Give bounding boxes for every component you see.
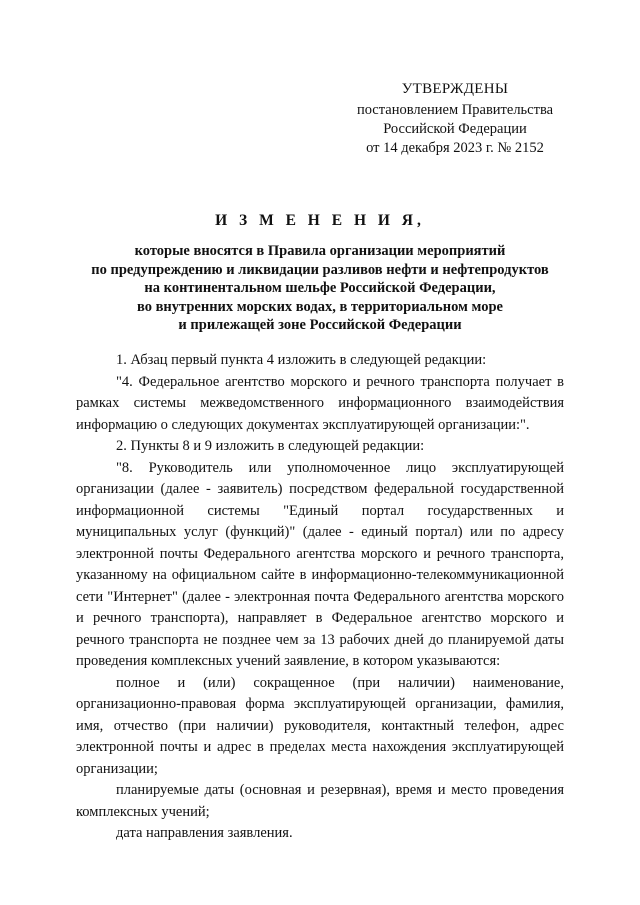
document-body bbox=[76, 350, 564, 845]
paragraph-3: 2. Пункты 8 и 9 изложить в следующей редакции: bbox=[116, 438, 425, 454]
approval-stamp bbox=[345, 80, 565, 158]
approval-title: УТВЕРЖДЕНЫ bbox=[401, 81, 509, 97]
approval-line-3: от 14 декабря 2023 г. № 2152 bbox=[366, 140, 544, 156]
paragraph-1: 1. Абзац первый пункта 4 изложить в следующей редакции: bbox=[116, 352, 487, 368]
paragraph-2: "4. Федеральное агентство морского и речного транспорта получает в рамках системы межведомственного информационного взаимодействия информацию о следующих документах эксплуатирующей организации:". bbox=[76, 373, 564, 433]
paragraph-5: полное и (или) сокращенное (при наличии) наименование, организационно-правовая форма эксплуатирующей организации, фамилия, имя, отчество (при наличии) руководителя, контактный телефон, адрес электронной почты и адрес в пределах места нахождения эксплуатирующей организации; bbox=[76, 674, 564, 777]
subtitle-line-5: и прилежащей зоне Российской Федерации bbox=[178, 317, 462, 333]
document-heading bbox=[60, 212, 580, 335]
approval-line-2: Российской Федерации bbox=[383, 121, 527, 137]
subtitle-line-2: по предупреждению и ликвидации разливов нефти и нефтепродуктов bbox=[91, 261, 549, 278]
document-subtitle bbox=[60, 242, 580, 335]
paragraph-6: планируемые даты (основная и резервная), время и место проведения комплексных учений; bbox=[76, 782, 564, 820]
paragraph-7: дата направления заявления. bbox=[116, 825, 293, 841]
subtitle-line-3: на континентальном шельфе Российской Федерации, bbox=[144, 280, 496, 296]
subtitle-line-1: которые вносятся в Правила организации мероприятий bbox=[134, 243, 506, 259]
subtitle-line-4: во внутренних морских водах, в территориальном море bbox=[137, 298, 503, 315]
approval-line-1: постановлением Правительства bbox=[356, 102, 554, 118]
document-title: И З М Е Н Е Н И Я, bbox=[215, 212, 425, 229]
paragraph-4: "8. Руководитель или уполномоченное лицо эксплуатирующей организации (далее - заявитель) посредством федеральной государственной информационной системы "Единый портал государственных и муниципальных услуг (функций)" (далее - единый портал) или по адресу электронной почты Федерального агентства морского и речного транспорта, указанному на официальном сайте в информационно-телекоммуникационной сети "Интернет" (далее - электронная почта Федерального агентства морского и речного транспорта), направляет в Федеральное агентство морского и речного транспорта не позднее чем за 13 рабочих дней до планируемой даты проведения комплексных учений заявление, в котором указываются: bbox=[76, 459, 564, 669]
